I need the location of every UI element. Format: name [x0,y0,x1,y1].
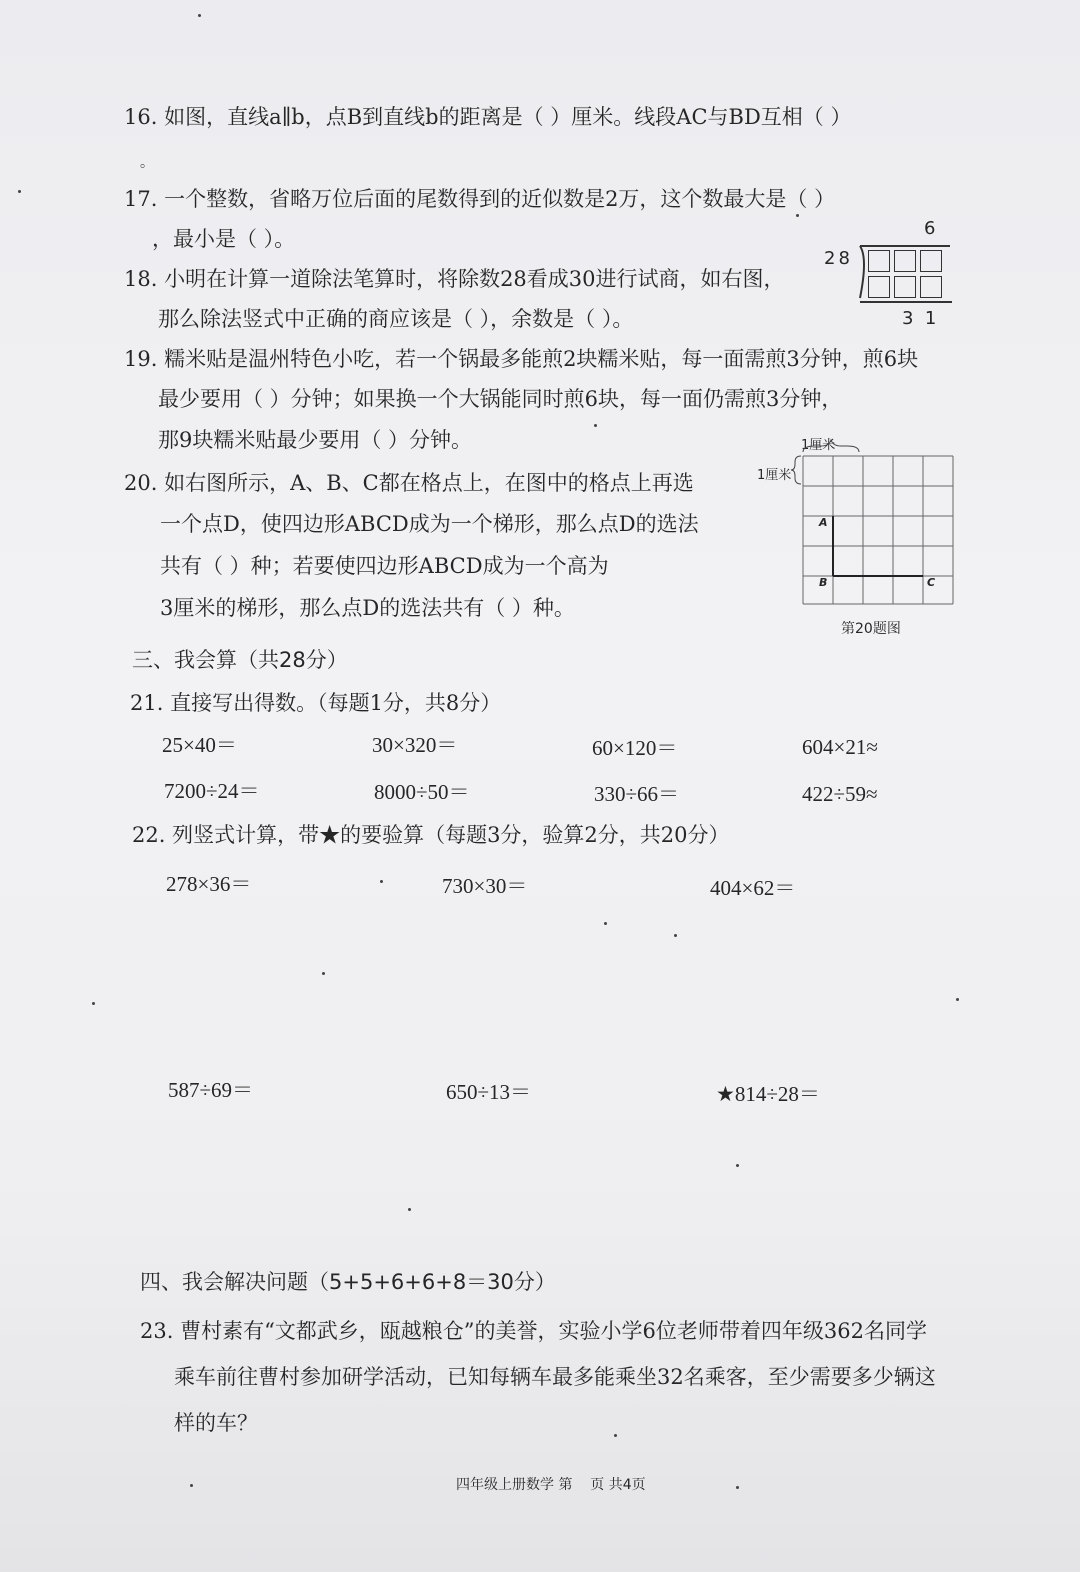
q20-line2: 一个点D，使四边形ABCD成为一个梯形，那么点D的选法 [160,512,699,536]
scan-speck [18,190,21,193]
q18-box [894,276,916,298]
q23-line2: 乘车前往曹村参加研学活动，已知每辆车最多能乘坐32名乘客，至少需要多少辆这 [174,1365,936,1389]
q21-item: 8000÷50＝ [374,780,470,804]
section3-title: 三、我会算（共28分） [132,648,348,672]
q20-grid-figure [755,432,965,642]
q18-box [920,276,942,298]
q20-point-c: C [927,576,936,589]
q22-title: 22. 列竖式计算，带★的要验算（每题3分，验算2分，共20分） [132,823,730,847]
scan-speck [604,922,607,925]
scan-speck [736,1486,739,1489]
scan-speck [92,1002,95,1005]
q20-point-a: A [819,516,828,529]
q22-item: 404×62＝ [710,876,796,900]
q18-remainder: 3 1 [902,308,937,329]
q21-item: 330÷66＝ [594,782,680,806]
page-footer: 四年级上册数学 第 页 共4页 [456,1477,646,1493]
q21-item: 25×40＝ [162,733,237,757]
scan-speck [322,972,325,975]
q19-line3: 那9块糯米贴最少要用（ ）分钟。 [158,428,473,452]
q16-line2: 。 [140,155,154,171]
q20-label-top: 1厘米 [801,438,836,453]
q21-item: 7200÷24＝ [164,779,260,803]
q22-item: 650÷13＝ [446,1080,532,1104]
q18-box [868,250,890,272]
q18-quotient: 6 [924,218,936,239]
scan-speck [674,934,677,937]
scan-speck [956,998,959,1001]
q21-item: 30×320＝ [372,733,458,757]
q17-line1: 17. 一个整数，省略万位后面的尾数得到的近似数是2万，这个数最大是（ ） [124,187,836,211]
q18-box [868,276,890,298]
q18-divisor: 28 [824,248,853,269]
q22-item: ★814÷28＝ [716,1082,820,1106]
scan-speck [190,1484,193,1487]
q22-item: 587÷69＝ [168,1078,254,1102]
q20-point-b: B [819,576,828,589]
scan-speck [380,880,383,883]
q18-box [894,250,916,272]
q16-line1: 16. 如图，直线a∥b，点B到直线b的距离是（ ）厘米。线段AC与BD互相（ ） [124,105,852,129]
q17-line2: ，最小是（ ）。 [152,227,296,251]
q21-item: 60×120＝ [592,736,678,760]
q20-line4: 3厘米的梯形，那么点D的选法共有（ ）种。 [160,596,575,620]
q18-division-figure [820,218,960,333]
q21-title: 21. 直接写出得数。（每题1分，共8分） [130,691,502,715]
scan-speck [796,214,799,217]
q20-line1: 20. 如右图所示，A、B、C都在格点上，在图中的格点上再选 [124,471,694,495]
q22-item: 278×36＝ [166,872,252,896]
q21-item: 422÷59≈ [802,782,878,806]
q18-line2: 那么除法竖式中正确的商应该是（ ），余数是（ ）。 [158,307,634,331]
scan-speck [594,424,597,427]
q19-line1: 19. 糯米贴是温州特色小吃，若一个锅最多能煎2块糯米贴，每一面需煎3分钟，煎6块 [124,347,919,371]
scan-speck [408,1208,411,1211]
q19-line2: 最少要用（ ）分钟；如果换一个大锅能同时煎6块，每一面仍需煎3分钟， [158,387,843,411]
q22-item: 730×30＝ [442,874,528,898]
q23-line1: 23. 曹村素有“文都武乡，瓯越粮仓”的美誉，实验小学6位老师带着四年级362名同学 [140,1319,927,1343]
q20-label-left: 1厘米 [757,468,792,483]
q21-item: 604×21≈ [802,735,878,759]
scan-speck [736,1164,739,1167]
scan-speck [198,14,201,17]
q18-line1: 18. 小明在计算一道除法笔算时，将除数28看成30进行试商，如右图， [124,267,785,291]
q20-caption: 第20题图 [841,621,901,637]
q23-line3: 样的车？ [174,1411,258,1435]
q18-box [920,250,942,272]
q20-line3: 共有（ ）种；若要使四边形ABCD成为一个高为 [160,554,609,578]
scan-speck [614,1434,617,1437]
section4-title: 四、我会解决问题（5+5+6+6+8＝30分） [140,1270,556,1294]
